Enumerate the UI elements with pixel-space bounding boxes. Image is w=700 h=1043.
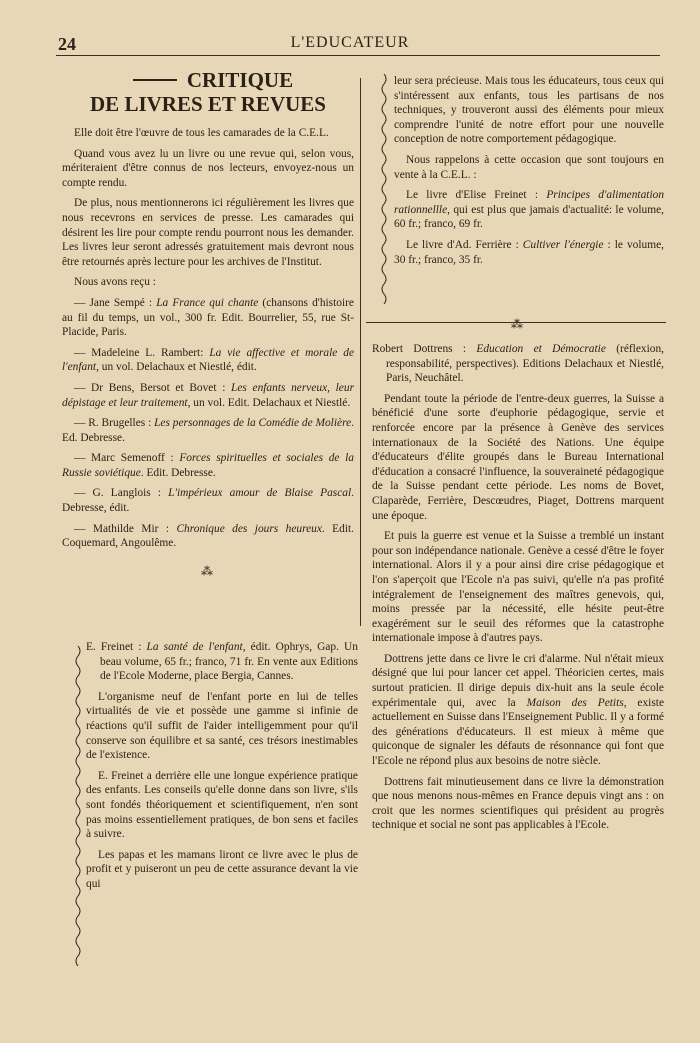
review-freinet xyxy=(86,640,358,892)
intro-paragraph: De plus, nous mentionnerons ici régulièrement les livres que nous recevrons en services de presse. Les camarades qui désirent les lire pour compte rendu pourront nous les demander. Les livres leur seront adressés gratuitement mais devront nous être retournés après lecture pour les archives de l'Institut. xyxy=(62,197,354,268)
separator-stars: ⁂ xyxy=(511,317,525,331)
wavy-border-line xyxy=(74,646,82,966)
left-column xyxy=(62,68,354,583)
title-dash-left xyxy=(133,79,177,81)
received-item: — Jane Sempé : La France qui chante (chansons d'histoire au fil du temps, un vol., 300 fr. Edit. Bourrelier, 55, rue St-Placide, Paris. xyxy=(62,296,354,339)
received-item: — Mathilde Mir : Chronique des jours heureux. Edit. Coquemard, Angoulême. xyxy=(62,522,354,550)
header-rule xyxy=(56,55,660,56)
title-line-1: CRITIQUE xyxy=(186,68,294,92)
review-paragraph: Dottrens jette dans ce livre le cri d'alarme. Nul n'était mieux désigné que lui pour lancer cet appel. Théoricien certes, mais surtout praticien. Il dirige depuis dix-huit ans la seule école expérimentale qui, avec la Maison des Petits, existe actuellement en Suisse dans l'Enseignement Public. Il y a formé des générations d'éducateurs. Il est mieux à même que quiconque de signaler les défauts de résonnance qui font que l'Ecole ne répond plus aux besoins de notre siècle. xyxy=(372,652,665,768)
review-paragraph: E. Freinet a derrière elle une longue expérience pratique des enfants. Les conseils qu'elle donne dans son livre, s'ils sont fondés théoriquement et scientifiquement, n'en sont pas moins essentiellement pratiques, de bon sens et faciles à suivre. xyxy=(86,769,358,841)
review-paragraph: L'organisme neuf de l'enfant porte en lui de telles virtualités de vie et possède une gamme si infinie de réactions qu'il suffit de l'aider intelligemment pour qu'il conserve son équilibre et sa santé, ces trésors inestimables de l'existence. xyxy=(86,690,358,762)
review-heading: Robert Dottrens : Education et Démocratie (réflexion, responsabilité, perspectives). Editions Delachaux et Niestlé, Paris, Neuchâtel. xyxy=(372,343,664,385)
received-heading: Nous avons reçu : xyxy=(74,276,156,289)
review-paragraph: Et puis la guerre est venue et la Suisse a tremblé un instant pour son indépendance nationale. Genève a cessé d'être le foyer international. Alors il y a pour ainsi dire crise pédagogique et l'on s'aperçoit que l'Ecole n'a pas suivi, qu'elle n'a pas profité intégralement de l'enseignement des maîtres genevois, qui, moins pressée par la nécessité, elle hésite peut-être exagérément sur le seuil des réformes que la catastrophe internationale impose à d'autres pays. xyxy=(372,530,664,645)
column-rule xyxy=(360,78,361,626)
title-line-2: DE LIVRES ET REVUES xyxy=(90,92,326,116)
article-title xyxy=(62,68,354,116)
received-item: — G. Langlois : L'impérieux amour de Blaise Pascal. Debresse, édit. xyxy=(62,487,354,515)
page-number: 24 xyxy=(58,34,76,54)
wavy-border-line xyxy=(380,74,388,304)
review-paragraph: Pendant toute la période de l'entre-deux guerres, la Suisse a bénéficié d'une sorte d'euphorie pédagogique, servie et renforcée encore par la présence à Genève des services internationaux de la Société des Nations. Une équipe d'éducateurs d'élite groupés dans le Bureau International d'éducation a consacré l'influence, la souveraineté pédagogique de la Suisse pendant cette période. Les noms de Bovet, Claparède, Ferrière, Descœudres, Piaget, Dottrens marquent une époque. xyxy=(372,392,664,522)
received-item: — Dr Bens, Bersot et Bovet : Les enfants nerveux, leur dépistage et leur traitement, un vol. Edit. Delachaux et Niestlé. xyxy=(62,381,354,409)
book-item: Le livre d'Ad. Ferrière : Cultiver l'énergie : le volume, 30 fr.; franco, 35 fr. xyxy=(394,238,664,266)
intro-paragraph: Elle doit être l'œuvre de tous les camarades de la C.E.L. xyxy=(74,127,329,139)
intro-paragraph: Quand vous avez lu un livre ou une revue qui, selon vous, mériteraient d'être connus de nos lecteurs, envoyez-nous un compte rendu. xyxy=(62,147,354,189)
running-head: L'EDUCATEUR xyxy=(290,34,410,51)
received-item: — Madeleine L. Rambert: La vie affective et morale de l'enfant, un vol. Delachaux et Niestlé, édit. xyxy=(62,346,354,374)
received-item: — Marc Semenoff : Forces spirituelles et sociales de la Russie soviétique. Edit. Debresse. xyxy=(62,452,354,479)
review-heading: E. Freinet : La santé de l'enfant, édit. Ophrys, Gap. Un beau volume, 65 fr.; franco, 71 fr. En vente aux Editions de l'Ecole Moderne, place Bergia, Cannes. xyxy=(86,641,358,683)
book-item: Le livre d'Elise Freinet : Principes d'alimentation rationnellle, qui est plus que jamais d'actualité: le volume, 60 fr.; franco, 69 fr. xyxy=(394,189,665,231)
separator-stars: ⁂ xyxy=(201,563,215,578)
received-item: — R. Brugelles : Les personnages de la Comédie de Molière. Ed. Debresse. xyxy=(62,417,354,444)
right-column xyxy=(372,312,664,833)
review-paragraph: Les papas et les mamans liront ce livre avec le plus de profit et y puiseront un peu de cette assurance devant la vie qui xyxy=(86,848,358,890)
review-paragraph: leur sera précieuse. Mais tous les éducateurs, tous ceux qui s'intéressent aux enfants, tous les partisans de nos techniques, y trouveront aussi des éléments pour mieux comprendre l'unité de notre effort pour une nouvelle conception de notre comportement pédagogique. xyxy=(394,75,664,146)
review-continuation xyxy=(394,74,664,267)
recall-paragraph: Nous rappelons à cette occasion que sont toujours en vente à la C.E.L. : xyxy=(394,153,664,181)
review-paragraph: Dottrens fait minutieusement dans ce livre la démonstration que nous menons nous-mêmes en France depuis vingt ans : on croit que les normes scientifiques qui président au progrès technique et social ne sont pas applicables à l'Ecole. xyxy=(372,775,664,832)
